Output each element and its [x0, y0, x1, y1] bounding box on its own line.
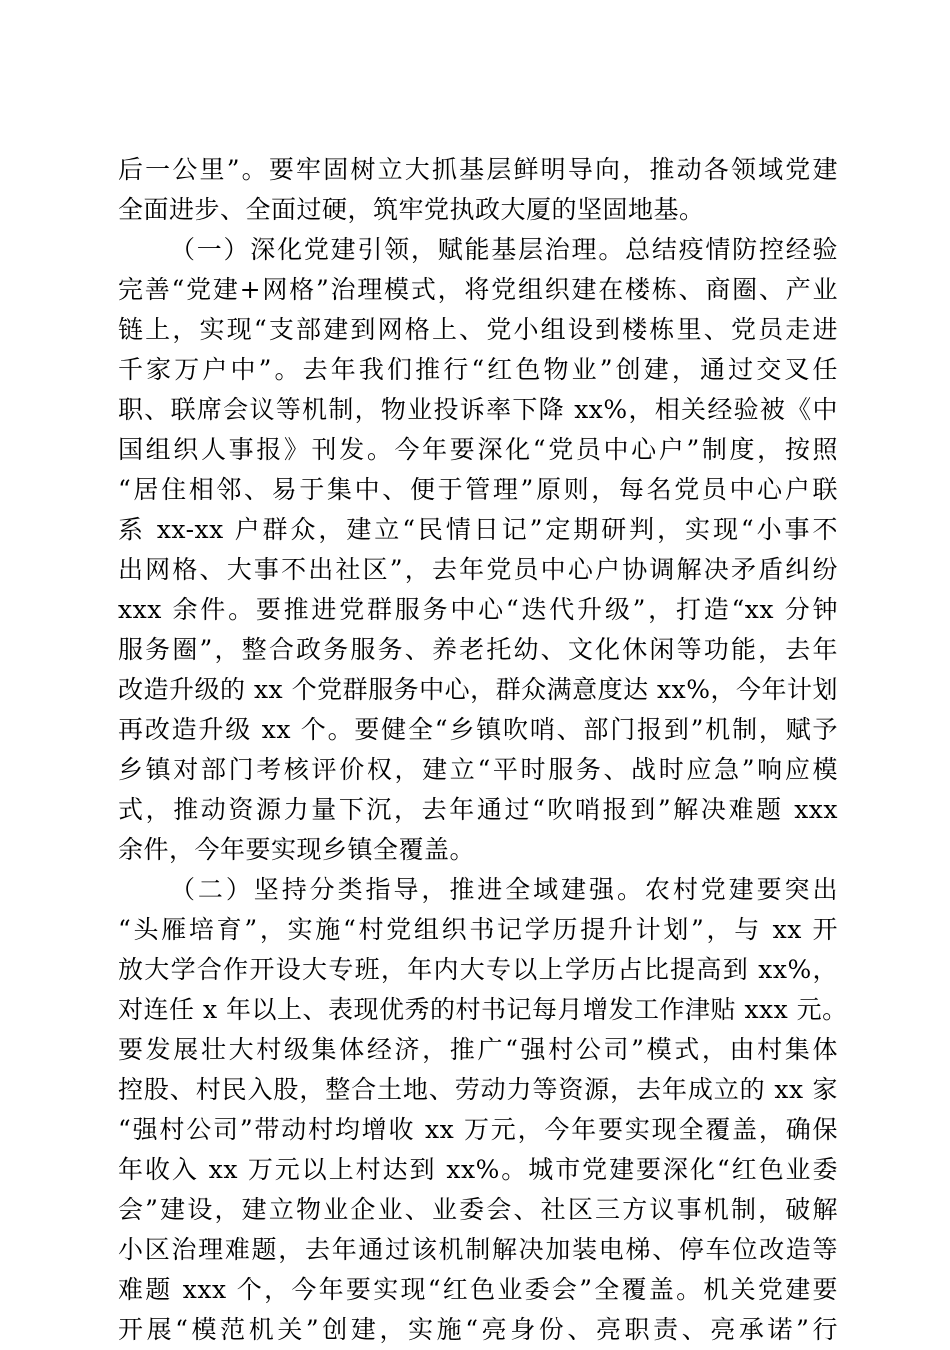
text-line: 职、联席会议等机制，物业投诉率下降 xx%，相关经验被《中 — [118, 395, 838, 424]
text-line: 控股、村民入股，整合土地、劳动力等资源，去年成立的 xx 家 — [118, 1075, 838, 1104]
text-line: 出网格、大事不出社区”，去年党员中心户协调解决矛盾纠纷 — [118, 555, 838, 584]
text-line: “头雁培育”，实施“村党组织书记学历提升计划”，与 xx 开 — [118, 915, 838, 944]
text-line: xxx 余件。要推进党群服务中心“迭代升级”，打造“xx 分钟 — [118, 595, 838, 624]
text-line: 链上，实现“支部建到网格上、党小组设到楼栋里、党员走进 — [118, 315, 838, 344]
text-line: 全面进步、全面过硬，筑牢党执政大厦的坚固地基。 — [118, 195, 705, 224]
text-line: 开展“模范机关”创建，实施“亮身份、亮职责、亮承诺”行 — [118, 1315, 838, 1344]
text-line: 对连任 x 年以上、表现优秀的村书记每月增发工作津贴 xxx 元。 — [118, 995, 848, 1024]
text-line: 再改造升级 xx 个。要健全“乡镇吹哨、部门报到”机制，赋予 — [118, 715, 838, 744]
text-line: “居住相邻、易于集中、便于管理”原则，每名党员中心户联 — [118, 475, 838, 504]
text-line: 服务圈”，整合政务服务、养老托幼、文化休闲等功能，去年 — [118, 635, 838, 664]
section-heading-line: （一）深化党建引领，赋能基层治理。总结疫情防控经验 — [170, 235, 838, 264]
text-line: 小区治理难题，去年通过该机制解决加装电梯、停车位改造等 — [118, 1235, 838, 1264]
text-line: “强村公司”带动村均增收 xx 万元，今年要实现全覆盖，确保 — [118, 1115, 838, 1144]
text-line: 国组织人事报》刊发。今年要深化“党员中心户”制度，按照 — [118, 435, 838, 464]
text-line: 式，推动资源力量下沉，去年通过“吹哨报到”解决难题 xxx — [118, 795, 838, 824]
text-line: 千家万户中”。去年我们推行“红色物业”创建，通过交叉任 — [118, 355, 838, 384]
text-line: 后一公里”。要牢固树立大抓基层鲜明导向，推动各领域党建 — [118, 155, 838, 184]
text-line: 会”建设，建立物业企业、业委会、社区三方议事机制，破解 — [118, 1195, 838, 1224]
text-line: 余件，今年要实现乡镇全覆盖。 — [118, 835, 476, 864]
text-line: 乡镇对部门考核评价权，建立“平时服务、战时应急”响应模 — [118, 755, 838, 784]
body-text — [118, 150, 848, 1350]
text-line: 难题 xxx 个，今年要实现“红色业委会”全覆盖。机关党建要 — [118, 1275, 838, 1304]
text-line: 要发展壮大村级集体经济，推广“强村公司”模式，由村集体 — [118, 1035, 838, 1064]
text-line: 年收入 xx 万元以上村达到 xx%。城市党建要深化“红色业委 — [118, 1155, 838, 1184]
text-line: 放大学合作开设大专班，年内大专以上学历占比提高到 xx%， — [118, 955, 838, 984]
section-heading-line: （二）坚持分类指导，推进全域建强。农村党建要突出 — [170, 875, 838, 904]
text-line: 改造升级的 xx 个党群服务中心，群众满意度达 xx%，今年计划 — [118, 675, 838, 704]
text-line: 系 xx-xx 户群众，建立“民情日记”定期研判，实现“小事不 — [118, 515, 838, 544]
text-line: 完善“党建+网格”治理模式，将党组织建在楼栋、商圈、产业 — [118, 275, 838, 304]
